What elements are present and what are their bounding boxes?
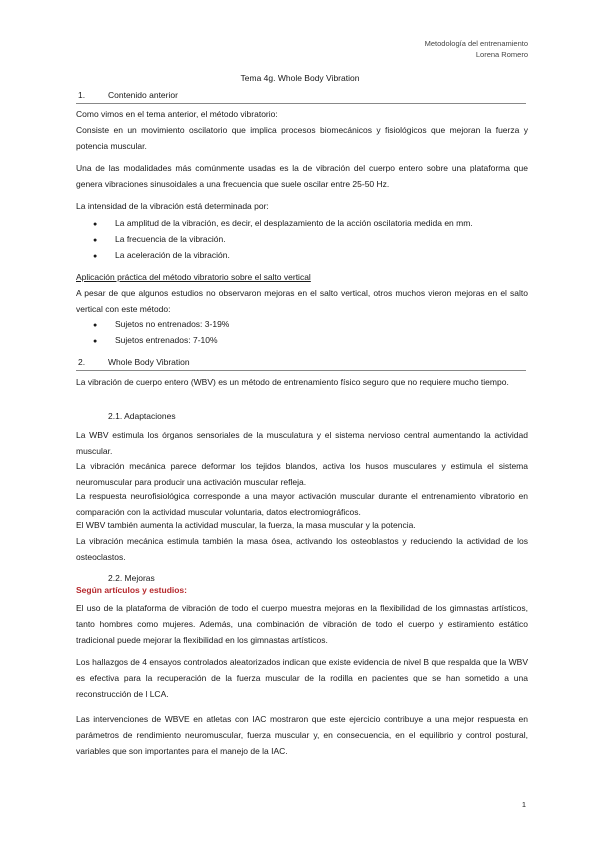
page-number: 1 (521, 800, 526, 809)
improvement-2: Los hallazgos de 4 ensayos controlados aleatorizados indican que existe evidencia de nivel B que respalda que la WBV es efectiva para la recuperación de la fuerza muscular de la rodilla en pacientes que se han sometido a una reconstrucción de l LCA. (76, 657, 528, 699)
section-2-rule (76, 370, 526, 371)
subsection-adaptaciones: 2.1. Adaptaciones (108, 411, 176, 421)
header-course: Metodología del entrenamiento (424, 39, 528, 48)
list-item: ● La frecuencia de la vibración. (93, 234, 226, 244)
adaptation-5: La vibración mecánica estimula también la masa ósea, activando los osteoblastos y reduciendo la actividad de los osteoclastos. (76, 536, 528, 562)
section-2-number: 2. (78, 357, 86, 367)
s1-paragraph-3: La intensidad de la vibración está determinada por: (76, 201, 269, 211)
s1-paragraph-1b: Consiste en un movimiento oscilatorio que implica procesos biomecánicos y fisiológicos que mejoran la fuerza y potencia muscular. (76, 125, 528, 151)
subsection-mejoras: 2.2. Mejoras (108, 573, 155, 583)
section-1-rule (76, 103, 526, 104)
list-item: ● La amplitud de la vibración, es decir, el desplazamiento de la acción oscilatoria medida en mm. (93, 218, 473, 228)
section-1-title: Contenido anterior (108, 90, 178, 100)
s1-paragraph-1a: Como vimos en el tema anterior, el método vibratorio: (76, 109, 278, 119)
page-header (425, 38, 528, 60)
section-2-title: Whole Body Vibration (108, 357, 190, 367)
adaptation-2: La vibración mecánica parece deformar los tejidos blandos, activa los husos musculares y estimula el sistema neuromuscular para producir una activación muscular refleja. (76, 461, 528, 487)
adaptation-3: La respuesta neurofisiológica corresponde a una mayor activación muscular durante el entrenamiento vibratorio en comparación con la actividad muscular voluntaria, datos electromiográficos. (76, 491, 528, 517)
header-author: Lorena Romero (475, 50, 528, 59)
section-2-heading (78, 357, 190, 367)
s1-subheading: Aplicación práctica del método vibratorio sobre el salto vertical (76, 272, 311, 282)
document-title: Tema 4g. Whole Body Vibration (240, 73, 360, 83)
list-item: ● Sujetos no entrenados: 3-19% (93, 319, 230, 329)
section-1-number: 1. (78, 90, 86, 100)
list-item: ● La aceleración de la vibración. (93, 250, 230, 260)
studies-heading: Según artículos y estudios: (76, 585, 187, 595)
s1-paragraph-2: Una de las modalidades más comúnmente usadas es la de vibración del cuerpo entero sobre una plataforma que genera vibraciones sinusoidales a una frecuencia que suele oscilar entre 25-50 Hz. (76, 163, 528, 189)
improvement-1: El uso de la plataforma de vibración de todo el cuerpo muestra mejoras en la flexibilidad de los gimnastas artísticos, tanto hombres como mujeres. Además, una combinación de vibración de todo el cuerpo y estiramiento estático tradicional puede mejorar la flexibilidad en los gimnastas artísticos. (76, 603, 528, 645)
s2-paragraph-1: La vibración de cuerpo entero (WBV) es un método de entrenamiento físico seguro que no requiere mucho tiempo. (76, 377, 509, 387)
s1-paragraph-4: A pesar de que algunos estudios no observaron mejoras en el salto vertical, otros muchos vieron mejoras en el salto vertical con este método: (76, 288, 528, 314)
section-1-heading (78, 90, 178, 100)
adaptation-1: La WBV estimula los órganos sensoriales de la musculatura y el sistema nervioso central aumentando la actividad muscular. (76, 430, 528, 456)
improvement-3: Las intervenciones de WBVE en atletas con IAC mostraron que este ejercicio contribuye a una mejor respuesta en parámetros de rendimiento neuromuscular, fuerza muscular y, en consecuencia, en el equilibrio y control postural, variables que son importantes para el manejo de la IAC. (76, 714, 528, 756)
list-item: ● Sujetos entrenados: 7-10% (93, 335, 218, 345)
adaptation-4: El WBV también aumenta la actividad muscular, la fuerza, la masa muscular y la potencia. (76, 520, 416, 530)
